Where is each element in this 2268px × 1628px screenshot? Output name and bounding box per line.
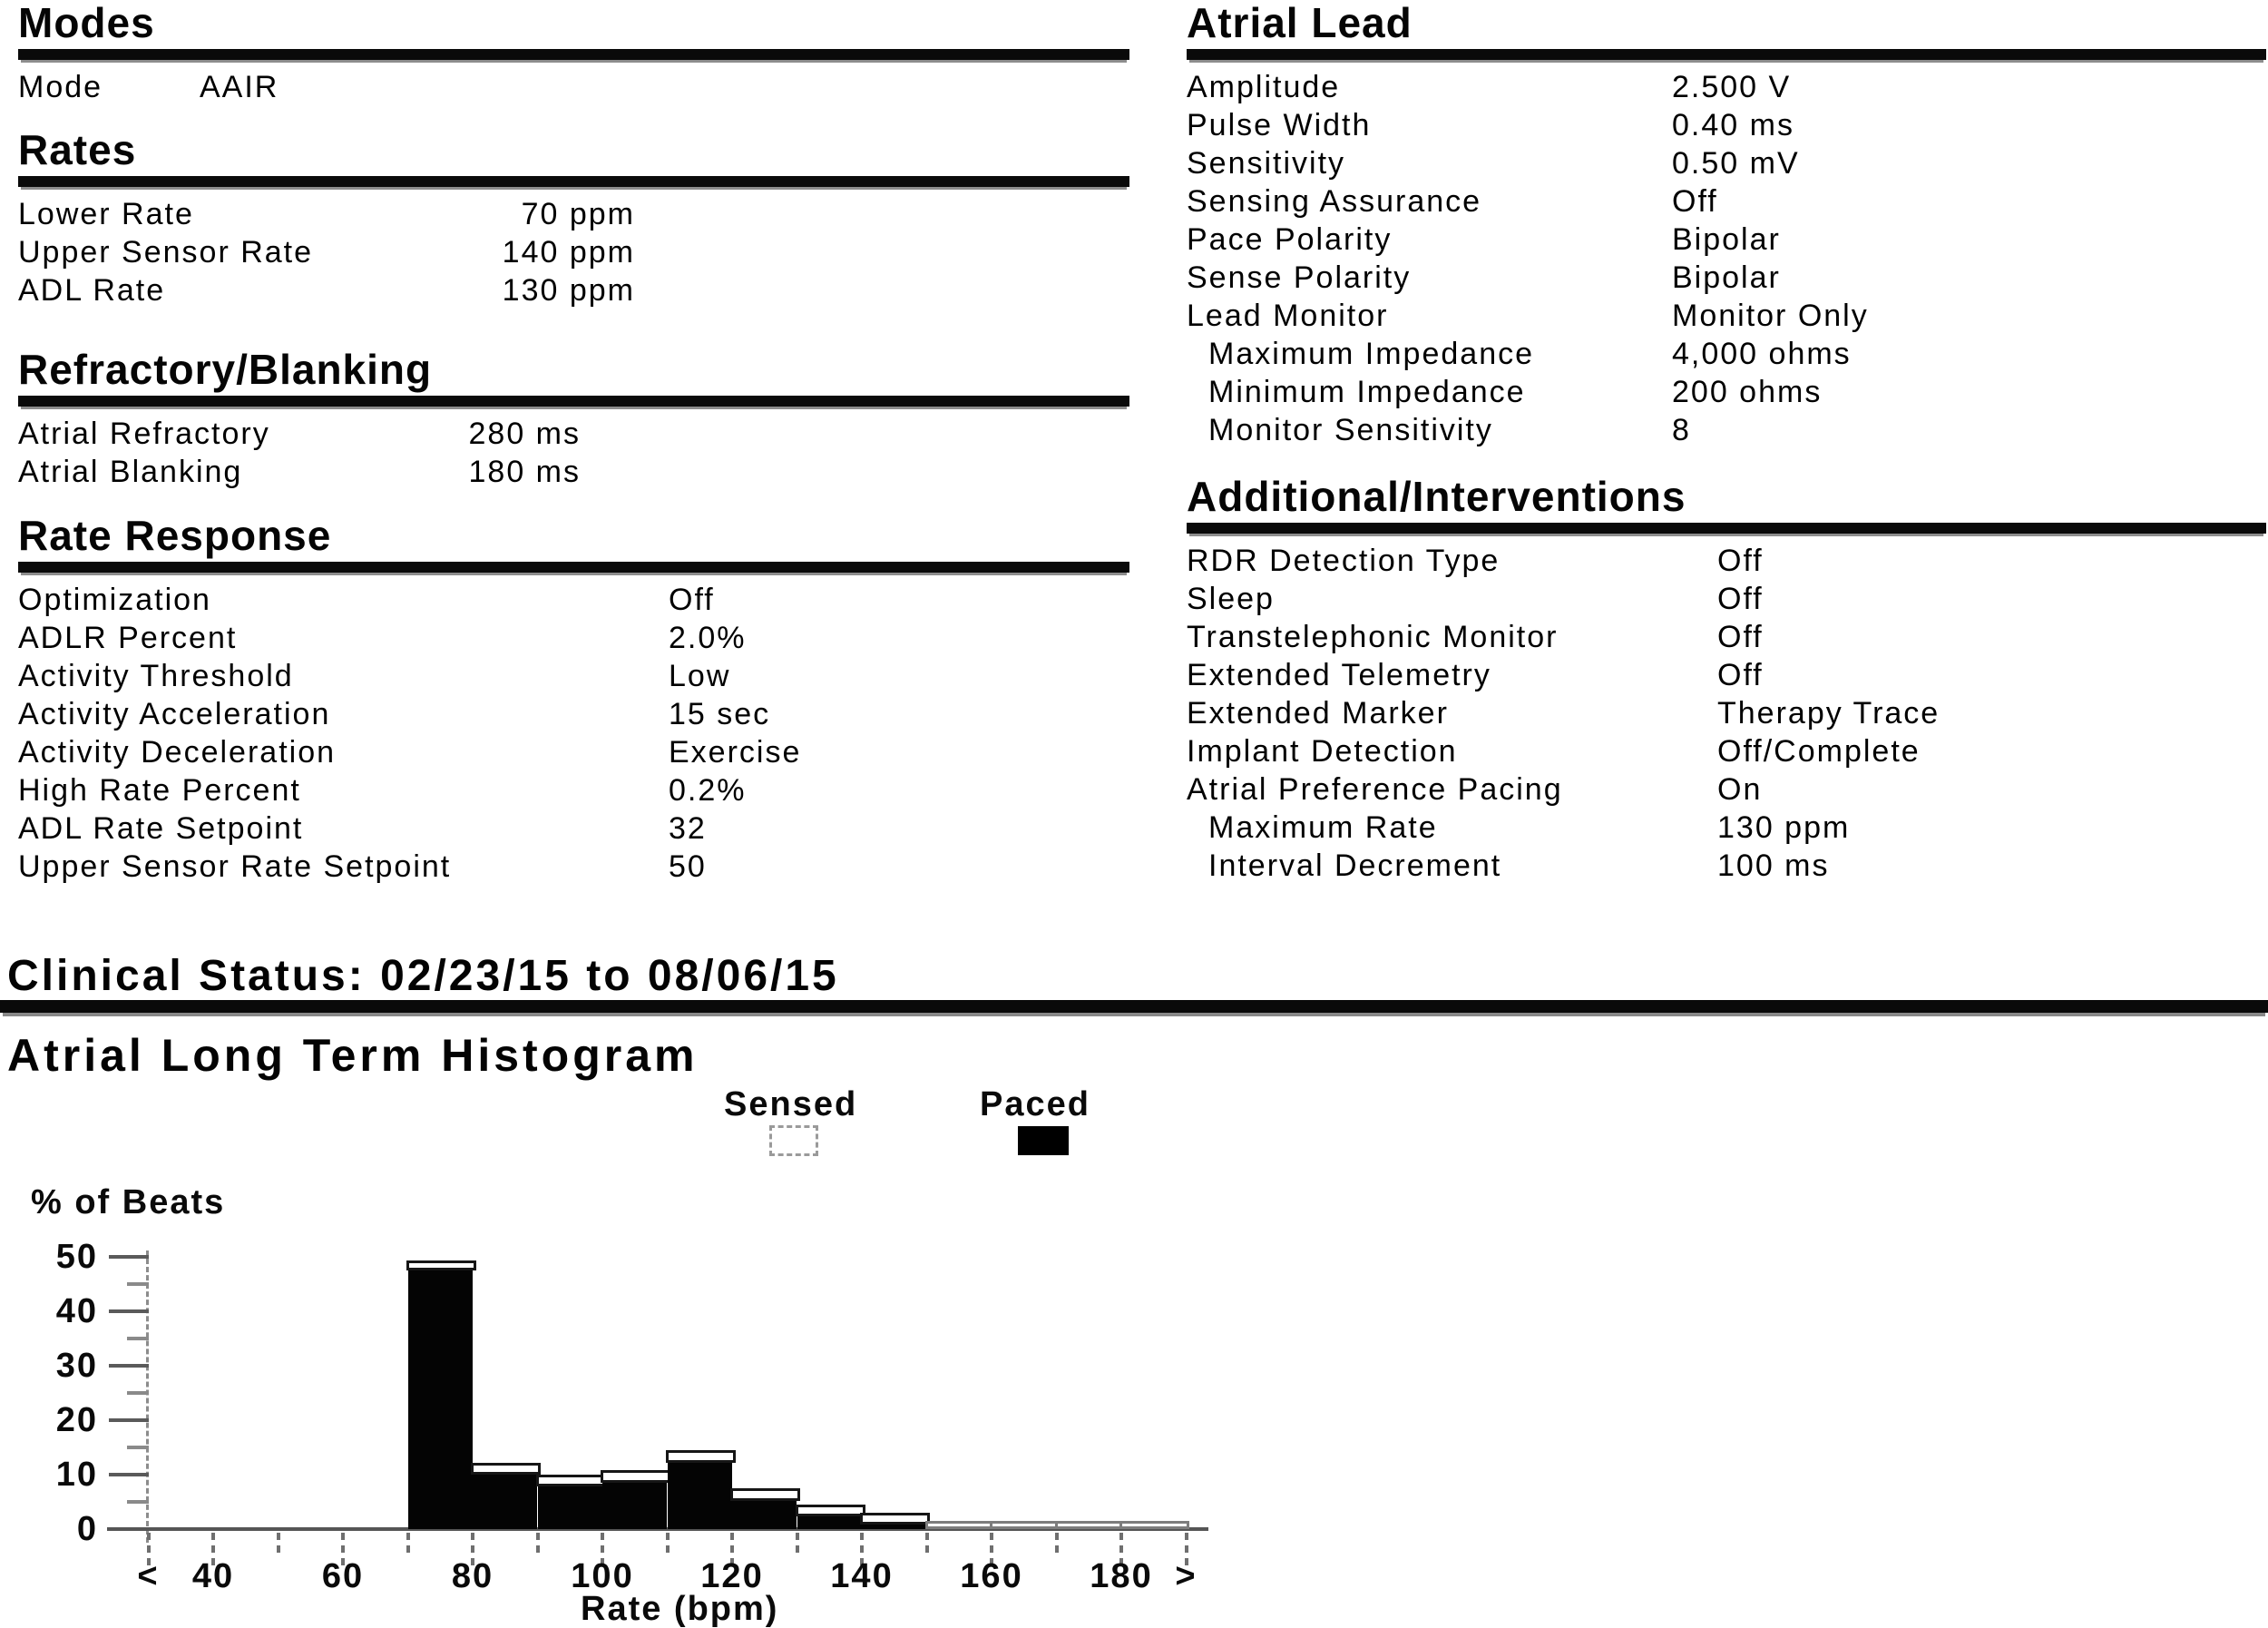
row-value: 2.0% [669,621,747,655]
section-title: Refractory/Blanking [18,346,433,393]
row-value: 280 ms [468,417,581,451]
y-tick [109,1418,149,1422]
row-value: Off [1717,544,1764,578]
histogram-bar-paced [1057,1527,1121,1529]
row-value: Off [1717,620,1764,654]
table-row [1187,542,2266,580]
row-label: Sensing Assurance [1187,184,1482,219]
row-value: Off [1672,184,1718,219]
row-label: Lead Monitor [1187,299,1389,333]
y-axis-title: % of Beats [31,1183,226,1221]
x-axis-title: Rate (bpm) [581,1590,779,1628]
y-axis-line [146,1250,149,1543]
histogram-bar-paced [797,1515,862,1529]
x-tick [601,1533,604,1565]
row-label: Minimum Impedance [1208,375,1526,409]
row-label: High Rate Percent [18,773,301,808]
x-tick-label: > [1175,1557,1198,1595]
row-label: Transtelephonic Monitor [1187,620,1559,654]
clinical-status-title: Clinical Status: 02/23/15 to 08/06/15 [7,952,839,1000]
section-modes [18,0,1129,104]
row-value: 100 ms [1717,848,1830,883]
table-row [1187,259,2266,297]
y-tick-label: 30 [55,1347,98,1385]
table-row [1187,144,2266,182]
histogram-bar-paced [538,1485,602,1529]
histogram-bar-sensed [860,1513,930,1525]
table-row [18,657,1129,695]
row-value: 140 ppm [502,235,635,270]
row-value: 2.500 V [1672,70,1792,104]
row-value: 130 ppm [1717,810,1851,845]
x-minor-tick [925,1533,929,1553]
y-minor-tick [127,1500,149,1504]
histogram-bar-sensed [796,1505,865,1516]
row-label: Sensitivity [1187,146,1346,181]
table-row [1187,809,2266,847]
section-title: Rate Response [18,512,332,559]
x-tick [211,1533,215,1565]
x-tick [341,1533,345,1565]
section-title: Rates [18,126,137,173]
row-label: ADL Rate [18,273,166,308]
row-label: Atrial Preference Pacing [1187,772,1563,807]
row-label: Sleep [1187,582,1275,616]
x-tick-label: < [137,1557,160,1595]
table-row [18,453,1129,491]
table-row [1187,694,2266,732]
histogram-bar-sensed [536,1475,606,1486]
row-value: 0.40 ms [1672,108,1794,142]
x-tick [990,1533,993,1565]
y-minor-tick [127,1446,149,1449]
row-label: ADLR Percent [18,621,238,655]
row-label: Implant Detection [1187,734,1458,769]
section-rule [18,396,1129,407]
table-row [1187,770,2266,809]
x-tick-label: 80 [451,1557,494,1595]
row-value: 0.50 mV [1672,146,1800,181]
x-tick-label: 100 [571,1557,634,1595]
table-row [1187,373,2266,411]
row-value: On [1717,772,1763,807]
table-row [1187,618,2266,656]
x-tick-label: 60 [321,1557,365,1595]
row-value: Exercise [669,735,802,770]
y-minor-tick [127,1337,149,1340]
row-value: 0.2% [669,773,747,808]
y-tick [109,1309,149,1313]
row-label: Atrial Refractory [18,417,270,451]
row-label: Extended Telemetry [1187,658,1491,692]
y-tick [109,1364,149,1368]
section-rule [1187,49,2266,60]
row-label: Activity Threshold [18,659,294,693]
row-value: Therapy Trace [1717,696,1941,731]
row-label: ADL Rate Setpoint [18,811,304,846]
table-row [18,771,1129,809]
y-tick-label: 50 [55,1238,98,1276]
table-row [1187,411,2266,449]
table-row [18,848,1129,886]
table-row [18,271,1129,309]
table-row [18,195,1129,233]
table-row [18,733,1129,771]
right-column [1187,0,2266,944]
histogram-bar-paced [602,1481,667,1529]
y-minor-tick [127,1391,149,1395]
histogram-bar-sensed [601,1470,670,1483]
section-rule [18,562,1129,573]
section-rule [18,176,1129,187]
row-label: Activity Acceleration [18,697,331,731]
row-label: Lower Rate [18,197,194,231]
x-tick-label: 40 [191,1557,235,1595]
table-row [1187,297,2266,335]
histogram-bar-sensed [730,1488,800,1501]
row-label: Optimization [18,583,211,617]
table-row [1187,656,2266,694]
histogram-bar-sensed [471,1463,541,1475]
table-row [1187,182,2266,221]
histogram-bar-paced [732,1499,797,1529]
table-row [1187,732,2266,770]
legend-label-paced: Paced [980,1085,1090,1123]
x-minor-tick [796,1533,799,1553]
x-tick [1185,1533,1188,1565]
x-tick-label: 120 [700,1557,764,1595]
histogram-bar-paced [927,1527,992,1529]
table-row [1187,68,2266,106]
row-label: Atrial Blanking [18,455,243,489]
row-value: Bipolar [1672,260,1781,295]
histogram-bar-sensed [990,1521,1060,1529]
table-row [18,809,1129,848]
x-tick [860,1533,864,1565]
y-tick [109,1473,149,1476]
histogram-bar-sensed [406,1260,476,1270]
histogram-bar-sensed [1055,1521,1125,1529]
histogram-bar-sensed [1119,1521,1189,1529]
table-row [18,415,1129,453]
section-atrial-lead [1187,0,2266,447]
clinical-status-rule [0,1000,2268,1013]
histogram-title: Atrial Long Term Histogram [7,1030,699,1081]
table-row [1187,221,2266,259]
row-value: 180 ms [468,455,581,489]
section-rate-response [18,512,1129,884]
row-label: RDR Detection Type [1187,544,1501,578]
x-tick [147,1533,151,1565]
section-title: Atrial Lead [1187,0,1413,46]
row-label: Extended Marker [1187,696,1449,731]
row-value: 32 [669,811,707,846]
y-tick-label: 20 [55,1401,98,1439]
row-value: 4,000 ohms [1672,337,1852,371]
x-tick-label: 180 [1090,1557,1153,1595]
table-row [1187,106,2266,144]
row-value: Off [669,583,715,617]
section-rule [18,49,1129,60]
row-label: Monitor Sensitivity [1208,413,1493,447]
row-value: 130 ppm [502,273,635,308]
row-value: Low [669,659,731,693]
row-value: Off/Complete [1717,734,1921,769]
row-value: 70 ppm [521,197,635,231]
row-label: Maximum Rate [1208,810,1438,845]
x-tick [730,1533,734,1565]
x-minor-tick [1055,1533,1059,1553]
y-minor-tick [127,1282,149,1286]
table-row [18,233,1129,271]
left-column [18,0,1129,944]
x-axis-line [107,1527,1208,1531]
row-label: Pulse Width [1187,108,1372,142]
histogram-bar-paced [668,1461,732,1529]
section-rates [18,126,1129,308]
row-value: Off [1717,658,1764,692]
section-refractory-blanking [18,346,1129,489]
table-row [1187,847,2266,885]
table-row [1187,580,2266,618]
table-row [18,581,1129,619]
y-tick-label: 0 [76,1510,98,1548]
table-row [18,68,1129,106]
section-rule [1187,523,2266,534]
x-minor-tick [536,1533,540,1553]
legend-sensed-swatch [769,1125,818,1156]
y-tick [109,1255,149,1259]
row-label: Activity Deceleration [18,735,337,770]
row-value: Bipolar [1672,222,1781,257]
row-label: Mode [18,70,103,104]
section-title: Additional/Interventions [1187,473,1686,520]
section-title: Modes [18,0,155,46]
row-label: Maximum Impedance [1208,337,1535,371]
row-label: Sense Polarity [1187,260,1412,295]
histogram-bar-sensed [666,1450,736,1463]
row-value: 200 ohms [1672,375,1823,409]
legend-label-sensed: Sensed [724,1085,858,1123]
legend-paced-swatch [1018,1126,1069,1155]
row-value: 50 [669,849,707,884]
y-tick [109,1527,149,1531]
row-value: AAIR [200,70,279,104]
table-row [1187,335,2266,373]
row-value: 8 [1672,413,1691,447]
histogram-bar-sensed [925,1521,995,1529]
x-tick [471,1533,474,1565]
x-tick-label: 140 [830,1557,894,1595]
row-label: Upper Sensor Rate [18,235,314,270]
histogram-bar-paced [992,1527,1056,1529]
section-additional-interventions [1187,473,2266,883]
table-row [18,695,1129,733]
row-label: Amplitude [1187,70,1341,104]
row-value: Monitor Only [1672,299,1869,333]
y-tick-label: 10 [55,1456,98,1494]
histogram-bar-paced [408,1269,473,1529]
x-tick [1119,1533,1123,1565]
histogram-bar-paced [862,1523,926,1529]
histogram-bar-paced [1121,1527,1186,1529]
row-label: Interval Decrement [1208,848,1502,883]
row-value: 15 sec [669,697,771,731]
row-label: Upper Sensor Rate Setpoint [18,849,452,884]
row-label: Pace Polarity [1187,222,1393,257]
row-value: Off [1717,582,1764,616]
y-tick-label: 40 [55,1292,98,1330]
histogram-bar-paced [473,1473,537,1529]
x-minor-tick [666,1533,670,1553]
x-minor-tick [406,1533,410,1553]
table-row [18,619,1129,657]
x-tick-label: 160 [960,1557,1023,1595]
x-minor-tick [277,1533,280,1553]
